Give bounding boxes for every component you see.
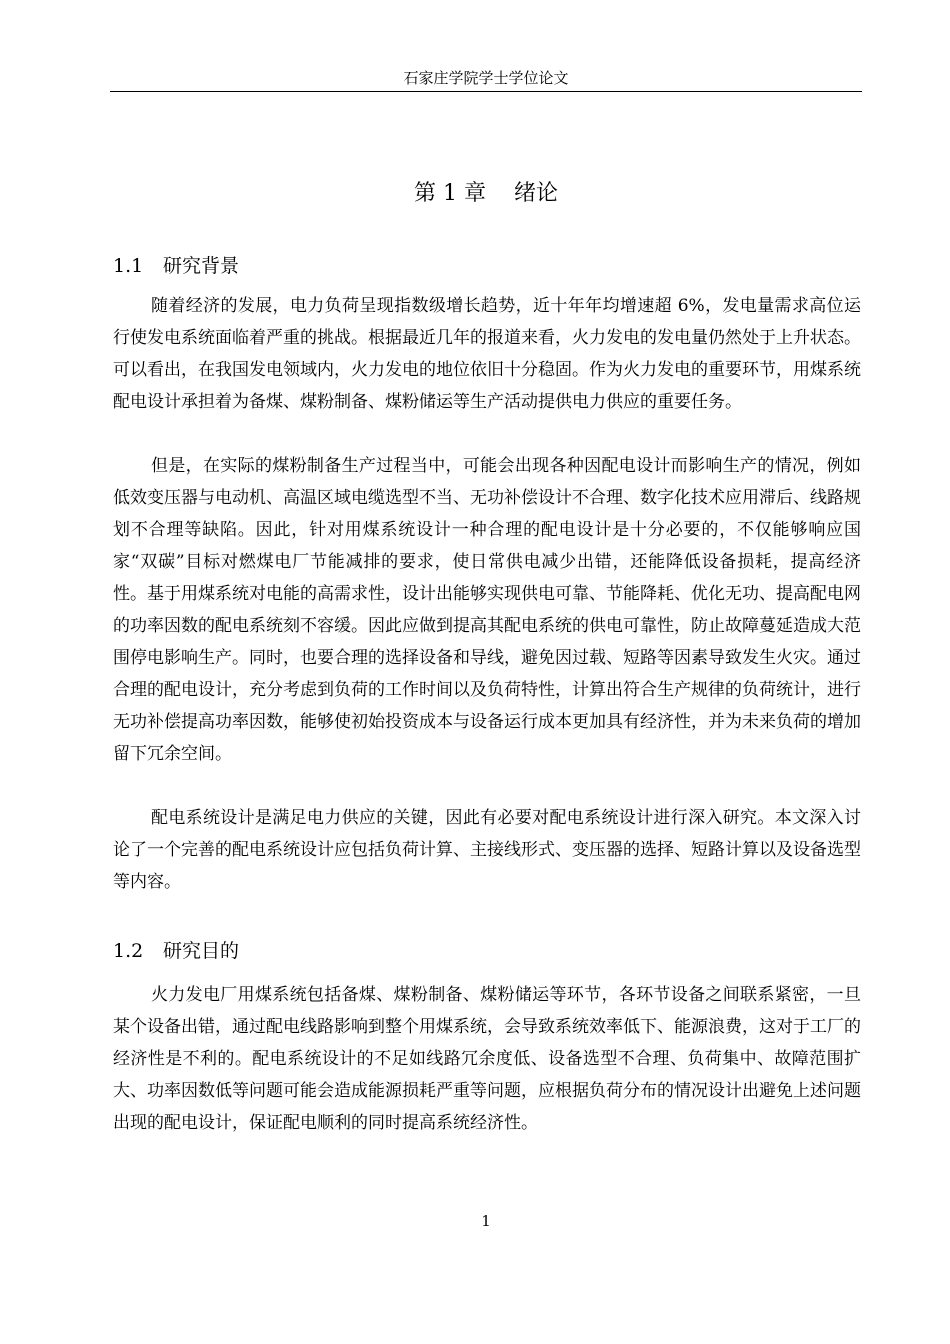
paragraph: 配电系统设计是满足电力供应的关键，因此有必要对配电系统设计进行深入研究。本文深入讨论了一个完善的配电系统设计应包括负荷计算、主接线形式、变压器的选择、短路计算以及设备选型等内容。 xyxy=(113,808,861,892)
section-heading-1-2 xyxy=(113,937,239,965)
section-heading-1-1 xyxy=(113,252,239,280)
section-number: 1.2 xyxy=(113,940,144,962)
chapter-number: 第 1 章 xyxy=(414,181,486,206)
section-title: 研究背景 xyxy=(163,255,240,277)
paragraph: 随着经济的发展，电力负荷呈现指数级增长趋势，近十年年均增速超 6%，发电量需求高位运行使发电系统面临着严重的挑战。根据最近几年的报道来看，火力发电的发电量仍然处于上升状态。可以看出，在我国发电领域内，火力发电的地位依旧十分稳固。作为火力发电的重要环节，用煤系统配电设计承担着为备煤、煤粉制备、煤粉储运等生产活动提供电力供应的重要任务。 xyxy=(113,296,861,412)
paragraph: 但是，在实际的煤粉制备生产过程当中，可能会出现各种因配电设计而影响生产的情况，例如低效变压器与电动机、高温区域电缆选型不当、无功补偿设计不合理、数字化技术应用滞后、线路规划不合理等缺陷。因此，针对用煤系统设计一种合理的配电设计是十分必要的，不仅能够响应国家“双碳”目标对燃煤电厂节能减排的要求，使日常供电减少出错，还能降低设备损耗，提高经济性。基于用煤系统对电能的高需求性，设计出能够实现供电可靠、节能降耗、优化无功、提高配电网的功率因数的配电系统刻不容缓。因此应做到提高其配电系统的供电可靠性，防止故障蔓延造成大范围停电影响生产。同时，也要合理的选择设备和导线，避免因过载、短路等因素导致发生火灾。通过合理的配电设计，充分考虑到负荷的工作时间以及负荷特性，计算出符合生产规律的负荷统计，进行无功补偿提高功率因数，能够使初始投资成本与设备运行成本更加具有经济性，并为未来负荷的增加留下冗余空间。 xyxy=(113,456,861,764)
chapter-title xyxy=(110,178,862,210)
paragraph: 火力发电厂用煤系统包括备煤、煤粉制备、煤粉储运等环节，各环节设备之间联系紧密，一旦某个设备出错，通过配电线路影响到整个用煤系统，会导致系统效率低下、能源浪费，这对于工厂的经济性是不利的。配电系统设计的不足如线路冗余度低、设备选型不合理、负荷集中、故障范围扩大、功率因数低等问题可能会造成能源损耗严重等问题，应根据负荷分布的情况设计出避免上述问题出现的配电设计，保证配电顺利的同时提高系统经济性。 xyxy=(113,985,861,1133)
header-rule xyxy=(110,91,862,92)
section-title: 研究目的 xyxy=(163,940,240,962)
running-header: 石家庄学院学士学位论文 xyxy=(403,69,569,87)
page-number: 1 xyxy=(481,1212,491,1230)
section-number: 1.1 xyxy=(113,255,144,277)
chapter-name: 绪论 xyxy=(513,181,558,206)
